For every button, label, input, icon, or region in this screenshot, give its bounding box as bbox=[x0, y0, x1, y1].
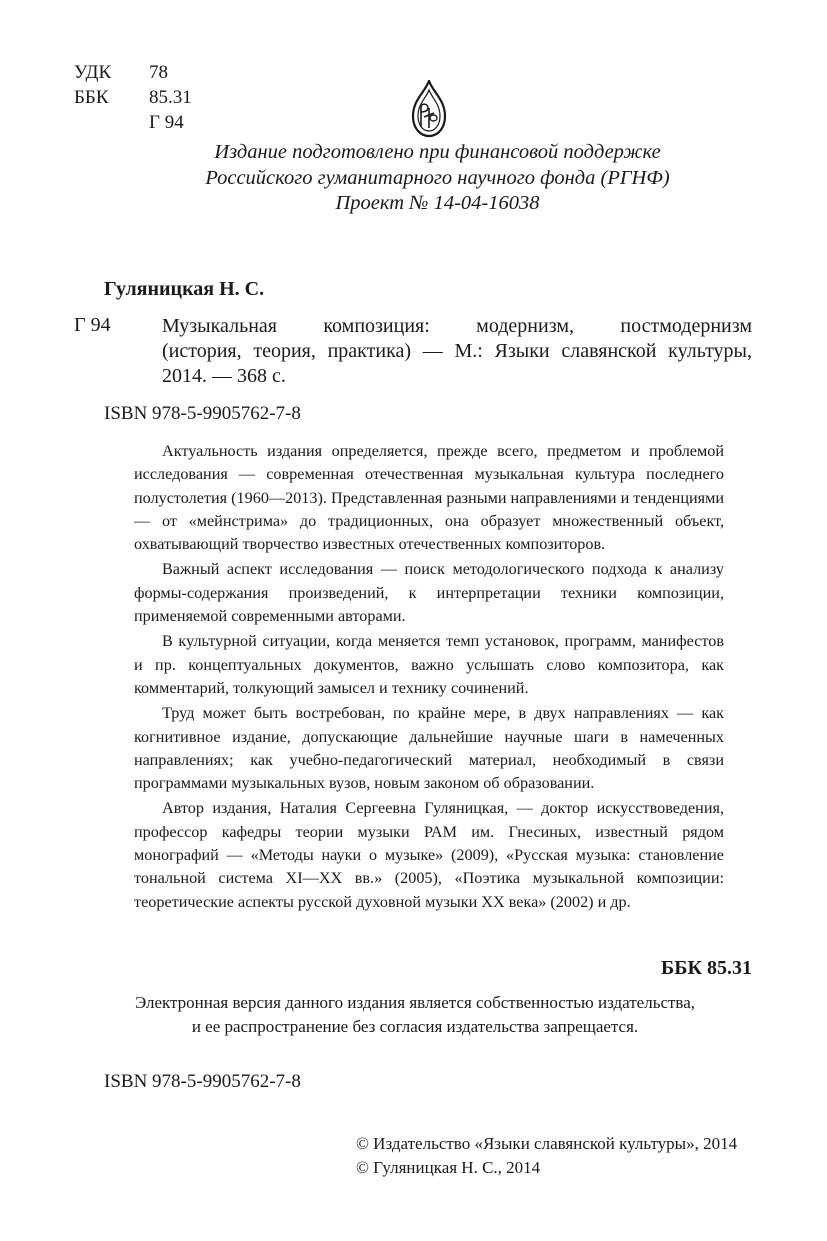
entry-title-line-2: (история, теория, практика) — М.: Языки славянской культуры, bbox=[162, 340, 752, 362]
copyright-author: © Гуляницкая Н. С., 2014 bbox=[356, 1158, 541, 1177]
abstract-paragraph: Актуальность издания определяется, прежде всего, предметом и проблемой исследования — современная отечественная музыкальная культура последнего полустолетия (1960—2013). Представленная разными направлениями и тенденциями — от «мейнстрима» до традиционных, она образует множественный объект, охватывающий творчество известных отечественных композиторов. bbox=[134, 442, 724, 554]
abstract-paragraph: Важный аспект исследования — поиск методологического подхода к анализу формы-содержания произведений, к интерпретации техники композиции, применяемой современными авторами. bbox=[134, 560, 724, 626]
author-mark-row bbox=[74, 110, 192, 135]
isbn: ISBN 978-5-9905762-7-8 bbox=[104, 403, 301, 424]
classification-codes bbox=[74, 60, 192, 135]
abstract-paragraph: В культурной ситуации, когда меняется темп установок, программ, манифестов и пр. концептуальных документов, важно услышать слово композитора, как комментарий, толкующий замысел и технику сочинений. bbox=[134, 632, 724, 697]
ebook-notice bbox=[80, 991, 750, 1039]
rgnf-emblem-icon bbox=[409, 80, 449, 138]
udk-label: УДК bbox=[74, 62, 112, 83]
bbk-label: ББК bbox=[74, 87, 109, 108]
abstract-paragraph: Труд может быть востребован, по крайне мере, в двух направлениях — как когнитивное издание, допускающие дальнейшие научные шаги в намеченных направлениях; как учебно-педагогический материал, необходимый в связи программами музыкальных вузов, новым законом об образовании. bbox=[134, 704, 724, 793]
copyright bbox=[356, 1132, 751, 1180]
bibliographic-entry bbox=[162, 314, 752, 389]
udk-row bbox=[74, 60, 192, 85]
ebook-notice-line-1: Электронная версия данного издания является собственностью издательства, bbox=[134, 993, 696, 1012]
ebook-notice-line-2: и ее распространение без согласия издательства запрещается. bbox=[191, 1017, 639, 1036]
abstract bbox=[134, 440, 724, 916]
bbk-footer: ББК 85.31 bbox=[661, 957, 752, 979]
funding-line-3: Проект № 14-04-16038 bbox=[335, 192, 540, 214]
funding-line-2: Российского гуманитарного научного фонда (РГНФ) bbox=[205, 166, 670, 189]
funding-note bbox=[150, 140, 725, 217]
entry-title-line-1: Музыкальная композиция: модернизм, постмодернизм bbox=[162, 315, 752, 337]
funding-line-1: Издание подготовлено при финансовой поддержке bbox=[214, 141, 661, 163]
bbk-row bbox=[74, 85, 192, 110]
bbk-value: 85.31 bbox=[149, 87, 192, 108]
entry-code: Г 94 bbox=[74, 314, 111, 336]
author-name: Гуляницкая Н. С. bbox=[104, 278, 265, 300]
udk-value: 78 bbox=[149, 62, 168, 83]
abstract-paragraph: Автор издания, Наталия Сергеевна Гуляницкая, — доктор искусствоведения, профессор кафедры теории музыки РАМ им. Гнесиных, известный рядом монографий — «Методы науки о музыке» (2009), «Русская музыка: становление тональной система XI—XX вв.» (2005), «Поэтика музыкальной композиции: теоретические аспекты русской духовной музыки XX века» (2002) и др. bbox=[134, 799, 724, 911]
author-mark: Г 94 bbox=[149, 112, 184, 133]
copyright-publisher: © Издательство «Языки славянской культуры», 2014 bbox=[356, 1134, 738, 1153]
isbn-footer: ISBN 978-5-9905762-7-8 bbox=[104, 1071, 301, 1092]
entry-title-line-3: 2014. — 368 с. bbox=[162, 365, 286, 387]
